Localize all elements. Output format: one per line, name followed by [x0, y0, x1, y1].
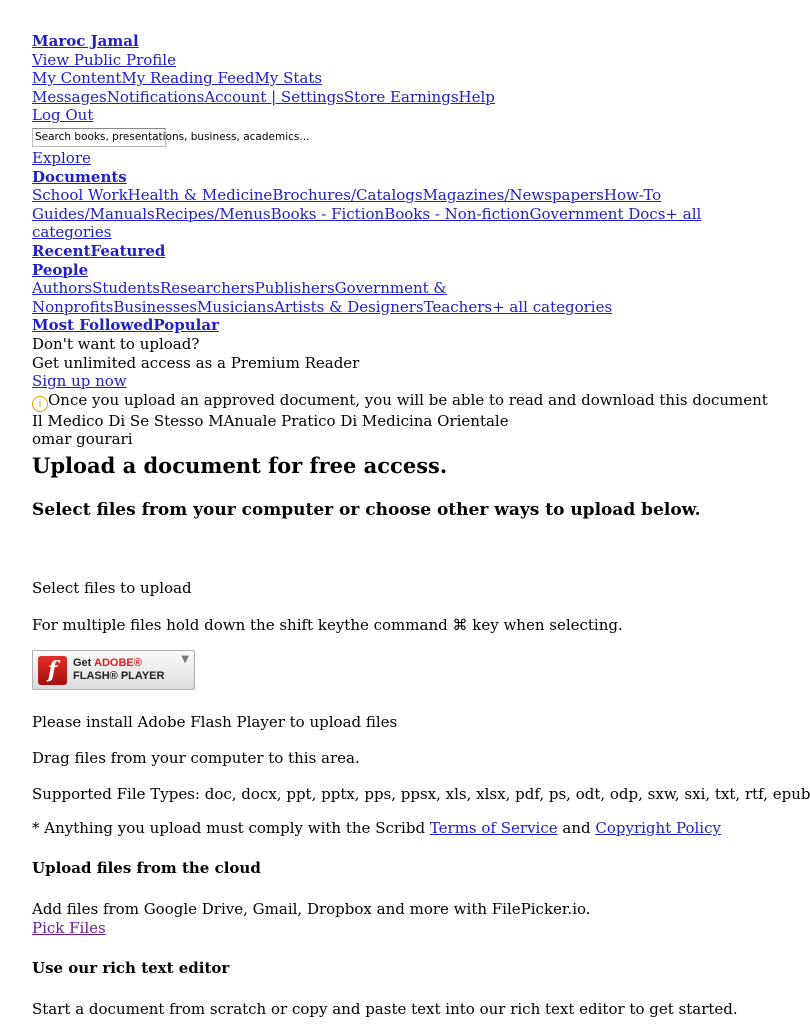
my-reading-feed-link[interactable]: My Reading Feed: [121, 69, 255, 88]
category-link[interactable]: School Work: [32, 186, 128, 205]
people-link[interactable]: People: [32, 260, 89, 279]
documents-link[interactable]: Documents: [32, 167, 127, 186]
category-link[interactable]: Government Docs: [529, 204, 666, 223]
select-files-label: Select files to upload: [32, 579, 192, 597]
pick-files-link[interactable]: Pick Files: [32, 919, 106, 937]
document-author: omar gourari: [32, 430, 133, 449]
account-settings-link[interactable]: Account | Settings: [204, 87, 344, 106]
people-category-link[interactable]: Publishers: [254, 279, 335, 298]
people-category-link[interactable]: Teachers: [423, 297, 493, 316]
category-link[interactable]: Books - Non-fiction: [384, 204, 530, 223]
flash-button-label: Get ADOBE® FLASH® PLAYER: [73, 657, 165, 682]
featured-link[interactable]: Featured: [90, 241, 166, 260]
notifications-link[interactable]: Notifications: [106, 87, 205, 106]
flash-logo-icon: f: [38, 656, 67, 685]
category-link[interactable]: Health & Medicine: [127, 186, 273, 205]
people-categories: [32, 279, 692, 316]
search-input[interactable]: Search books, presentations, business, academics...: [32, 128, 166, 147]
people-category-link[interactable]: Businesses: [113, 297, 198, 316]
multiple-files-hint: For multiple files hold down the shift keythe command ⌘ key when selecting.: [32, 616, 623, 634]
people-category-link[interactable]: Researchers: [159, 279, 255, 298]
category-link[interactable]: Books - Fiction: [270, 204, 385, 223]
category-link[interactable]: Recipes/Menus: [154, 204, 271, 223]
category-link[interactable]: Magazines/Newspapers: [422, 186, 604, 205]
people-category-link[interactable]: Authors: [32, 279, 93, 298]
install-flash-text: Please install Adobe Flash Player to upload files: [32, 713, 398, 731]
popular-link[interactable]: Popular: [153, 316, 219, 335]
most-followed-link[interactable]: Most Followed: [32, 316, 154, 335]
sign-up-link[interactable]: Sign up now: [32, 372, 127, 391]
user-name-link[interactable]: Maroc Jamal: [32, 32, 139, 50]
premium-prompt: Don't want to upload?: [32, 334, 200, 353]
supported-file-types: Supported File Types: doc, docx, ppt, pptx, pps, ppsx, xls, xlsx, pdf, ps, odt, odp, sxw, sxi, txt, rtf, epub: [32, 785, 810, 803]
upload-notice: Once you upload an approved document, you will be able to read and download this document: [48, 390, 768, 409]
cloud-upload-text: Add files from Google Drive, Gmail, Dropbox and more with FilePicker.io.: [32, 900, 591, 918]
info-icon: i: [32, 396, 48, 412]
premium-offer: Get unlimited access as a Premium Reader: [32, 353, 360, 372]
category-link[interactable]: How-To Guides/Manuals: [32, 186, 662, 223]
my-stats-link[interactable]: My Stats: [254, 69, 323, 88]
people-category-link[interactable]: Students: [92, 279, 160, 298]
rich-text-editor-heading: Use our rich text editor: [32, 959, 230, 977]
all-people-categories-link[interactable]: + all categories: [492, 297, 613, 316]
my-content-link[interactable]: My Content: [32, 69, 122, 88]
download-arrow-icon: ▼: [181, 654, 189, 665]
copyright-policy-link[interactable]: Copyright Policy: [595, 819, 721, 837]
category-link[interactable]: Brochures/Catalogs: [272, 186, 423, 205]
document-title: Il Medico Di Se Stesso MAnuale Pratico Di Medicina Orientale: [32, 411, 509, 430]
upload-heading: Upload a document for free access.: [32, 453, 448, 478]
people-category-link[interactable]: Artists & Designers: [274, 297, 424, 316]
upload-subheading: Select files from your computer or choose other ways to upload below.: [32, 500, 701, 520]
all-categories-link[interactable]: + all categories: [32, 204, 702, 242]
people-category-link[interactable]: Musicians: [197, 297, 275, 316]
get-flash-player-button[interactable]: [32, 650, 195, 690]
view-public-profile-link[interactable]: View Public Profile: [32, 50, 176, 69]
people-category-link[interactable]: Government & Nonprofits: [32, 279, 447, 316]
recent-link[interactable]: Recent: [32, 241, 91, 260]
messages-link[interactable]: Messages: [32, 87, 107, 106]
comply-notice: * Anything you upload must comply with the Scribd Terms of Service and Copyright Policy: [32, 819, 721, 837]
explore-link[interactable]: Explore: [32, 148, 91, 167]
rich-text-editor-text: Start a document from scratch or copy and paste text into our rich text editor to get started.: [32, 1000, 738, 1018]
store-earnings-link[interactable]: Store Earnings: [343, 87, 459, 106]
cloud-upload-heading: Upload files from the cloud: [32, 859, 261, 877]
terms-of-service-link[interactable]: Terms of Service: [429, 819, 558, 837]
document-categories: [32, 186, 712, 242]
help-link[interactable]: Help: [458, 87, 495, 106]
log-out-link[interactable]: Log Out: [32, 106, 94, 125]
drag-files-hint: Drag files from your computer to this area.: [32, 749, 360, 767]
